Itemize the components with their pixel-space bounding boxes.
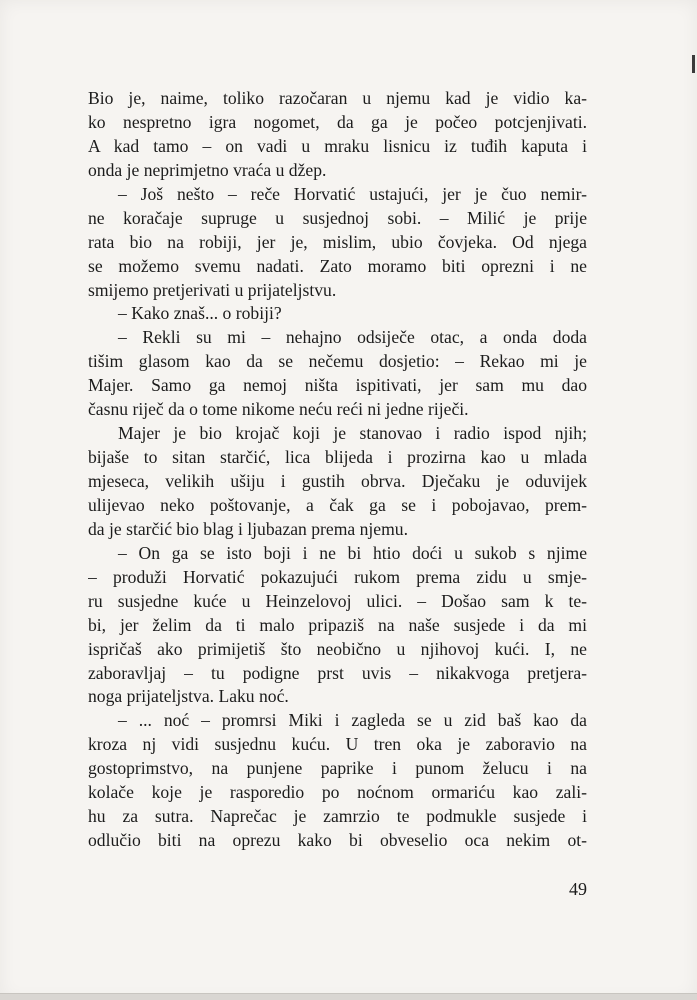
text-line: ispričaš ako primijetiš što neobično u njihovoj kući. I, ne bbox=[88, 638, 587, 659]
text-line: bijaše to sitan starčić, lica blijeda i prozirna kao u mlada bbox=[88, 447, 587, 468]
text-line: ne koračaje supruge u susjednoj sobi. – Milić je prije bbox=[88, 207, 587, 228]
text-line: kolače koje je rasporedio po noćnom ormariću kao zali- bbox=[88, 782, 587, 803]
text-line: časnu riječ da o tome nikome neću reći ni jedne riječi. bbox=[88, 399, 469, 420]
text-line: rata bio na robiji, jer je, mislim, ubio čovjeka. Od njega bbox=[88, 231, 587, 252]
text-line: zaboravljaj – tu podigne prst uvis – nikakvoga pretjera- bbox=[88, 662, 587, 683]
text-line: onda je neprimjetno vraća u džep. bbox=[88, 159, 327, 180]
book-page-text bbox=[88, 87, 587, 853]
text-line: Bio je, naime, toliko razočaran u njemu kad je vidio ka- bbox=[88, 88, 587, 108]
text-line: – produži Horvatić pokazujući rukom prema zidu u smje- bbox=[88, 566, 587, 587]
text-line: tišim glasom kao da se nečemu dosjetio: – Rekao mi je bbox=[88, 351, 587, 372]
text-line: – Rekli su mi – nehajno odsiječe otac, a onda doda bbox=[118, 327, 587, 348]
text-line: ko nespretno igra nogomet, da ga je počeo potcjenjivati. bbox=[88, 111, 587, 132]
page-number: 49 bbox=[569, 879, 587, 899]
text-line: – Još nešto – reče Horvatić ustajući, jer je čuo nemir- bbox=[118, 183, 587, 204]
text-line: bi, jer želim da ti malo pripaziš na naše susjede i da mi bbox=[88, 614, 587, 635]
text-line: A kad tamo – on vadi u mraku lisnicu iz tuđih kaputa i bbox=[88, 135, 587, 156]
page-edge-mark bbox=[692, 55, 695, 73]
text-line: kroza nj vidi susjednu kuću. U tren oka je zaboravio na bbox=[88, 734, 587, 755]
text-line: Majer. Samo ga nemoj ništa ispitivati, jer sam mu dao bbox=[88, 375, 587, 396]
text-line: gostoprimstvo, na punjene paprike i punom želucu i na bbox=[88, 758, 587, 779]
text-line: mjeseca, velikih ušiju i gustih obrva. Dječaku je oduvijek bbox=[88, 471, 587, 491]
text-line: odlučio biti na oprezu kako bi obveselio oca nekim ot- bbox=[88, 830, 587, 851]
text-line: ru susjedne kuće u Heinzelovoj ulici. – Došao sam k te- bbox=[88, 590, 587, 611]
text-line: – ... noć – promrsi Miki i zagleda se u zid baš kao da bbox=[118, 710, 587, 731]
text-line: Majer je bio krojač koji je stanovao i radio ispod njih; bbox=[118, 423, 587, 444]
text-line: – On ga se isto boji i ne bi htio doći u sukob s njime bbox=[118, 542, 587, 563]
text-line: da je starčić bio blag i ljubazan prema njemu. bbox=[88, 518, 408, 539]
text-line: smijemo pretjerivati u prijateljstvu. bbox=[88, 279, 337, 300]
page-bottom-edge bbox=[0, 993, 697, 1000]
text-line: hu za sutra. Naprečac je zamrzio te podmukle susjede i bbox=[88, 806, 587, 827]
text-line: se možemo svemu nadati. Zato moramo biti oprezni i ne bbox=[88, 255, 587, 276]
text-line: noga prijateljstva. Laku noć. bbox=[88, 686, 289, 707]
text-line: ulijevao neko poštovanje, a čak ga se i pobojavao, prem- bbox=[88, 494, 587, 515]
text-line: – Kako znaš... o robiji? bbox=[118, 303, 282, 324]
